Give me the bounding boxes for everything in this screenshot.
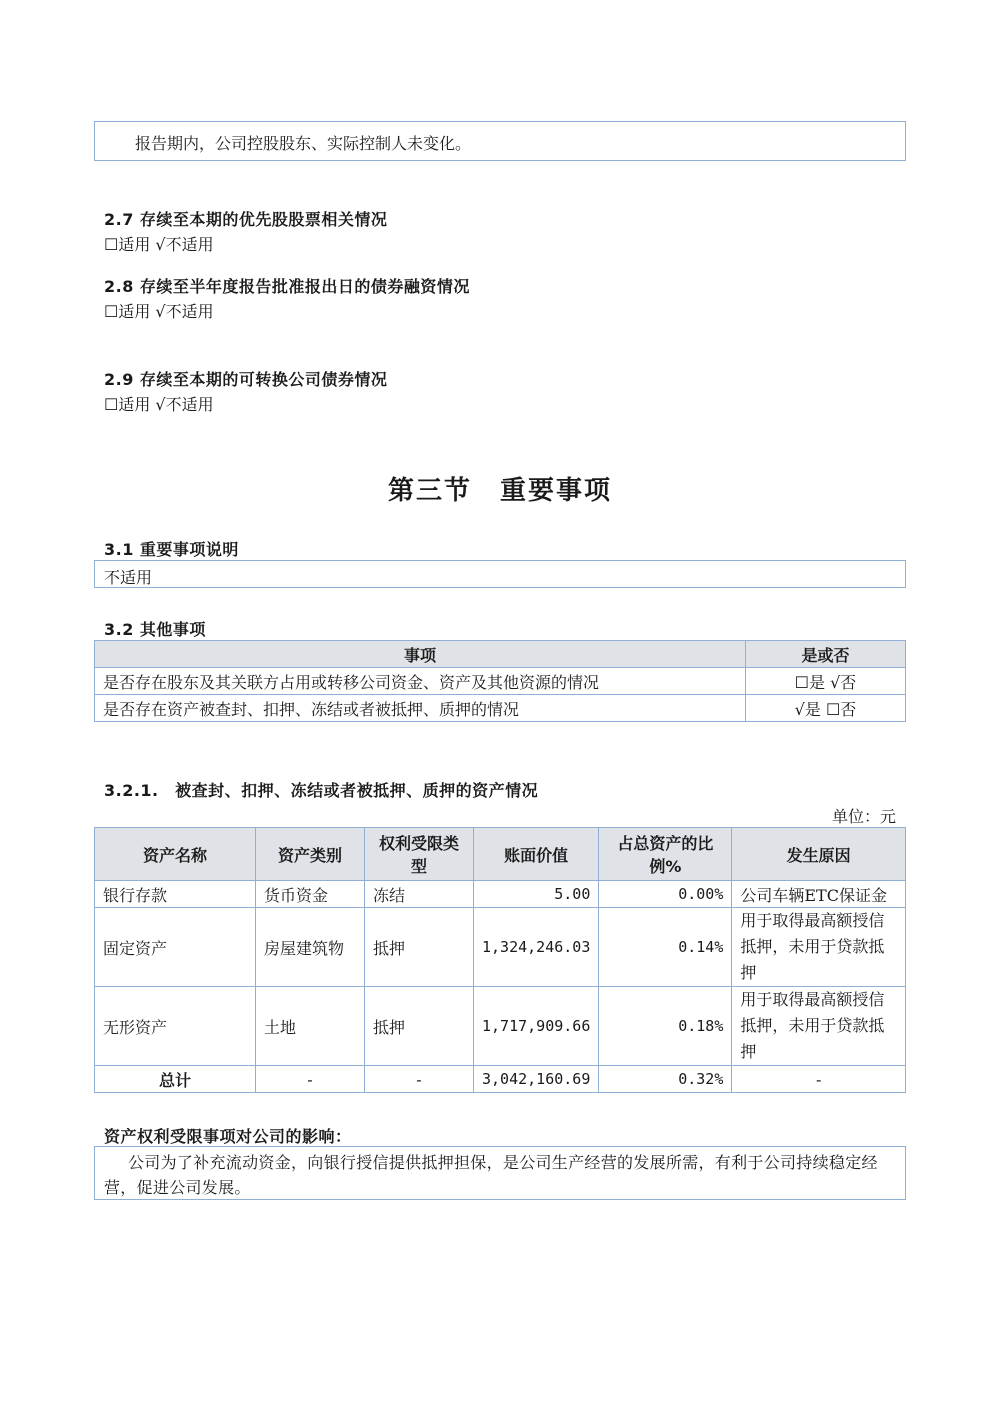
section-3-1-box [94,560,906,588]
header-ratio: 占总资产的比例% [599,828,732,881]
total-value: 3,042,160.69 [474,1066,599,1093]
asset-category: 货币资金 [256,881,365,908]
reason: 用于取得最高额授信抵押，未用于贷款抵押 [732,987,906,1066]
ratio: 0.18% [599,987,732,1066]
impact-box [94,1146,906,1200]
matter-item: 是否存在股东及其关联方占用或转移公司资金、资产及其他资源的情况 [95,668,746,695]
section-3-2-heading: 3.2 其他事项 [104,620,206,639]
total-row [95,1066,906,1093]
section-2-9-heading: 2.9 存续至本期的可转换公司债券情况 [104,370,388,389]
table-row [95,881,906,908]
control-statement-text: 报告期内，公司控股股东、实际控制人未变化。 [135,134,472,153]
restriction-type: 抵押 [365,987,474,1066]
header-restriction-type: 权利受限类型 [365,828,474,881]
header-reason: 发生原因 [732,828,906,881]
reason: 用于取得最高额授信抵押，未用于贷款抵押 [732,908,906,987]
control-statement-box [94,121,906,161]
total-category: - [256,1066,365,1093]
section-3-1-content: 不适用 [104,568,153,587]
col-item-header: 事项 [95,641,746,668]
asset-category: 房屋建筑物 [256,908,365,987]
header-asset-name: 资产名称 [95,828,256,881]
restricted-assets-table [94,827,906,1093]
table-row [95,987,906,1066]
section-3-1-heading: 3.1 重要事项说明 [104,540,239,559]
reason: 公司车辆ETC保证金 [732,881,906,908]
asset-name: 无形资产 [95,987,256,1066]
unit-label: 单位：元 [831,807,896,826]
section-2-7-options: ☐适用 √不适用 [104,235,214,254]
restriction-type: 抵押 [365,908,474,987]
total-ratio: 0.32% [599,1066,732,1093]
book-value: 1,717,909.66 [474,987,599,1066]
ratio: 0.14% [599,908,732,987]
section-2-8-heading: 2.8 存续至半年度报告批准报出日的债券融资情况 [104,277,470,296]
restriction-type: 冻结 [365,881,474,908]
section-3-2-1-heading: 3.2.1. 被查封、扣押、冻结或者被抵押、质押的资产情况 [104,781,539,800]
total-type: - [365,1066,474,1093]
other-matters-table [94,640,906,722]
asset-name: 银行存款 [95,881,256,908]
header-asset-category: 资产类别 [256,828,365,881]
book-value: 5.00 [474,881,599,908]
matter-yn: ☐是 √否 [746,668,906,695]
impact-text: 公司为了补充流动资金，向银行授信提供抵押担保，是公司生产经营的发展所需，有利于公司持续稳定经营，促进公司发展。 [104,1153,878,1197]
header-book-value: 账面价值 [474,828,599,881]
book-value: 1,324,246.03 [474,908,599,987]
table-row [95,695,906,722]
matter-yn: √是 ☐否 [746,695,906,722]
matter-item: 是否存在资产被查封、扣押、冻结或者被抵押、质押的情况 [95,695,746,722]
asset-name: 固定资产 [95,908,256,987]
section-2-7-heading: 2.7 存续至本期的优先股股票相关情况 [104,210,388,229]
total-reason: - [732,1066,906,1093]
section-3-title: 第三节 重要事项 [387,476,612,506]
section-2-8-options: ☐适用 √不适用 [104,302,214,321]
asset-category: 土地 [256,987,365,1066]
table-row [95,668,906,695]
col-yn-header: 是或否 [746,641,906,668]
table-row [95,908,906,987]
total-label: 总计 [95,1066,256,1093]
impact-heading: 资产权利受限事项对公司的影响： [104,1127,352,1146]
ratio: 0.00% [599,881,732,908]
section-2-9-options: ☐适用 √不适用 [104,395,214,414]
